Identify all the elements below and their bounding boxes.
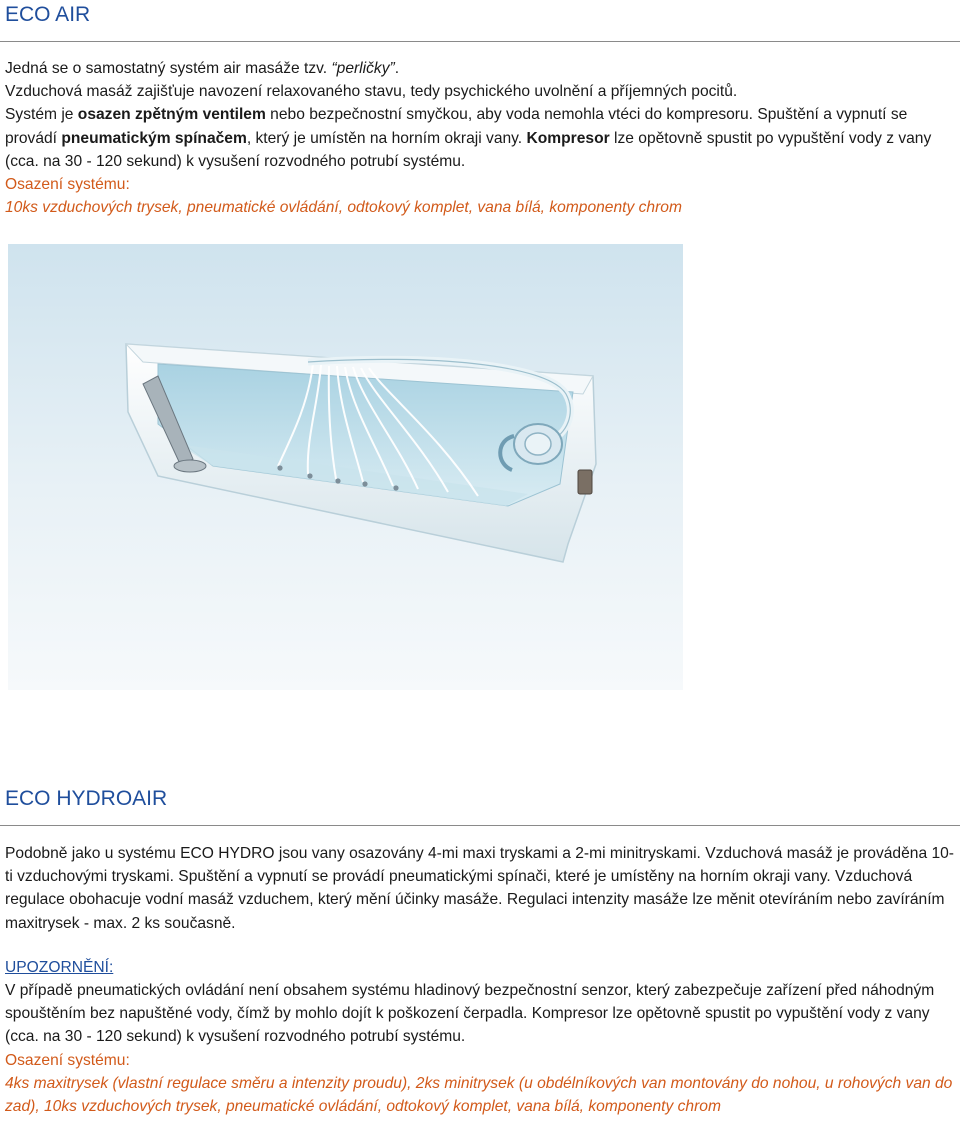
section-title-eco-hydroair: ECO HYDROAIR bbox=[5, 787, 168, 810]
equipment-label: Osazení systému: bbox=[5, 176, 130, 194]
warning-label-text: UPOZORNĚNÍ: bbox=[5, 958, 114, 976]
text-segment: lze opětovně spustit po vypuštění vody z vany (cca. na 30 - 120 sekund) k vysušení rozvodného potrubí systému. bbox=[5, 129, 932, 170]
equipment-text: 4ks maxitrysek (vlastní regulace směru a intenzity proudu), 2ks minitrysek (u obdélníkových van montovány do nohou, u rohových van do zad), 10ks vzduchových trysek, pneumatické ovládání, odtokový komplet, vana bílá, komponenty chrom bbox=[5, 1074, 953, 1116]
eco-air-paragraph-1 bbox=[5, 57, 955, 80]
text-segment-bold: pneumatickým spínačem bbox=[61, 129, 247, 147]
eco-air-paragraph-2 bbox=[5, 80, 955, 173]
eco-hydroair-paragraph: Podobně jako u systému ECO HYDRO jsou vany osazovány 4-mi maxi tryskami a 2-mi minitryskami. Vzduchová masáž je prováděna 10-ti vzduchovými tryskami. Spuštění a vypnutí se provádí pneumatickými spínači, které je umístěny na horním okraji vany. Vzduchová regulace obohacuje vodní masáž vzduchem, který mění účinky masáže. Regulaci intenzity masáže lze měnit otevíráním nebo zavíráním maxitrysek - max. 2 ks současně. bbox=[5, 845, 954, 932]
warning-text: V případě pneumatických ovládání není obsahem systému hladinový bezpečnostní senzor, který zabezpečuje zařízení před náhodným spouštěním bez napuštěné vody, čímž by mohlo dojít k poškození čerpadla. Kompresor lze opětovně spustit po vypuštění vody z vany (cca. na 30 - 120 sekund) k vysušení rozvodného potrubí systému. bbox=[5, 982, 935, 1046]
eco-air-body bbox=[5, 57, 955, 219]
text-segment: Vzduchová masáž zajišťuje navození relaxovaného stavu, tedy psychického uvolnění a příjemných pocitů. bbox=[5, 83, 738, 101]
text-segment: Jedná se o samostatný systém air masáže tzv. bbox=[5, 60, 332, 77]
text-segment: Systém je bbox=[5, 106, 78, 124]
text-segment: nebo bezpečnostní smyčkou, aby voda nemohla vtéci do kompresoru. Spuštění a vypnutí se provádí bbox=[5, 106, 908, 147]
divider bbox=[0, 825, 960, 826]
warning-label bbox=[5, 956, 955, 979]
equipment-label: Osazení systému: bbox=[5, 1051, 130, 1069]
text-segment-italic: “perličky” bbox=[331, 60, 395, 77]
bathtub-illustration bbox=[8, 244, 683, 690]
text-segment-bold: osazen zpětným ventilem bbox=[77, 106, 266, 124]
text-segment: , který je umístěn na horním okraji vany. bbox=[246, 129, 527, 147]
section-title-eco-air: ECO AIR bbox=[5, 3, 91, 26]
equipment-text: 10ks vzduchových trysek, pneumatické ovládání, odtokový komplet, vana bílá, komponenty chrom bbox=[5, 199, 682, 217]
text-segment: . bbox=[394, 60, 400, 77]
text-segment-bold: Kompresor bbox=[526, 129, 610, 147]
divider bbox=[0, 41, 960, 42]
eco-hydroair-body bbox=[5, 842, 955, 1118]
pneumatic-switch bbox=[578, 470, 592, 494]
